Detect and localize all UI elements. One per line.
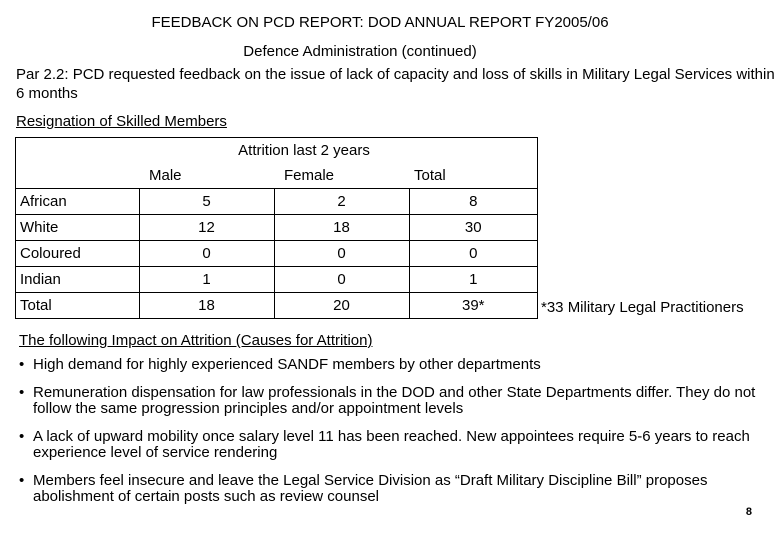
cell-male: 5 bbox=[139, 189, 274, 215]
page-subtitle: Defence Administration (continued) bbox=[243, 43, 477, 60]
table-footnote: *33 Military Legal Practitioners bbox=[541, 299, 744, 316]
table-header-row bbox=[16, 163, 538, 189]
table-row bbox=[16, 267, 538, 293]
cell-female: 0 bbox=[274, 267, 409, 293]
list-item-text: Remuneration dispensation for law professionals in the DOD and other State Departments differ. They do not follow the same progression principles and/or appointment levels bbox=[33, 384, 756, 417]
row-label: Total bbox=[16, 293, 140, 319]
row-label: Indian bbox=[16, 267, 140, 293]
intro-paragraph: Par 2.2: PCD requested feedback on the issue of lack of capacity and loss of skills in Military Legal Services within 6 months bbox=[16, 66, 775, 102]
bullet-icon: • bbox=[19, 356, 25, 373]
row-label: White bbox=[16, 215, 140, 241]
column-header-male: Male bbox=[139, 163, 274, 189]
list-item-text: A lack of upward mobility once salary level 11 has been reached. New appointees require 5-6 years to reach experience level of service rendering bbox=[33, 428, 750, 461]
table-row bbox=[16, 241, 538, 267]
bullet-icon: • bbox=[19, 428, 25, 445]
cell-total: 8 bbox=[409, 189, 538, 215]
list-item bbox=[19, 473, 759, 505]
list-item-text: High demand for highly experienced SANDF members by other departments bbox=[33, 356, 541, 373]
attrition-table bbox=[15, 137, 538, 319]
cell-male: 12 bbox=[139, 215, 274, 241]
row-label: Coloured bbox=[16, 241, 140, 267]
list-item bbox=[19, 357, 759, 373]
list-item bbox=[19, 385, 759, 417]
cell-total: 39* bbox=[409, 293, 538, 319]
cell-female: 20 bbox=[274, 293, 409, 319]
cell-male: 0 bbox=[139, 241, 274, 267]
table-caption-row bbox=[16, 138, 538, 164]
cell-female: 18 bbox=[274, 215, 409, 241]
section-title: Resignation of Skilled Members bbox=[16, 113, 227, 130]
cell-total: 30 bbox=[409, 215, 538, 241]
list-item-text: Members feel insecure and leave the Legal Service Division as “Draft Military Discipline Bill” proposes abolishment of certain posts such as review counsel bbox=[33, 472, 708, 505]
cell-male: 1 bbox=[139, 267, 274, 293]
table-row bbox=[16, 215, 538, 241]
table-row bbox=[16, 293, 538, 319]
impact-list bbox=[19, 357, 759, 517]
list-item bbox=[19, 429, 759, 461]
page-title: FEEDBACK ON PCD REPORT: DOD ANNUAL REPORT FY2005/06 bbox=[151, 14, 609, 31]
page-number: 8 bbox=[745, 506, 752, 518]
cell-male: 18 bbox=[139, 293, 274, 319]
impact-title: The following Impact on Attrition (Causes for Attrition) bbox=[19, 332, 373, 349]
cell-female: 0 bbox=[274, 241, 409, 267]
column-header-female: Female bbox=[274, 163, 409, 189]
cell-female: 2 bbox=[274, 189, 409, 215]
table-caption: Attrition last 2 years bbox=[139, 138, 409, 164]
cell-total: 0 bbox=[409, 241, 538, 267]
cell-total: 1 bbox=[409, 267, 538, 293]
column-header-total: Total bbox=[409, 163, 538, 189]
bullet-icon: • bbox=[19, 472, 25, 489]
row-label: African bbox=[16, 189, 140, 215]
table-row bbox=[16, 189, 538, 215]
bullet-icon: • bbox=[19, 384, 25, 401]
